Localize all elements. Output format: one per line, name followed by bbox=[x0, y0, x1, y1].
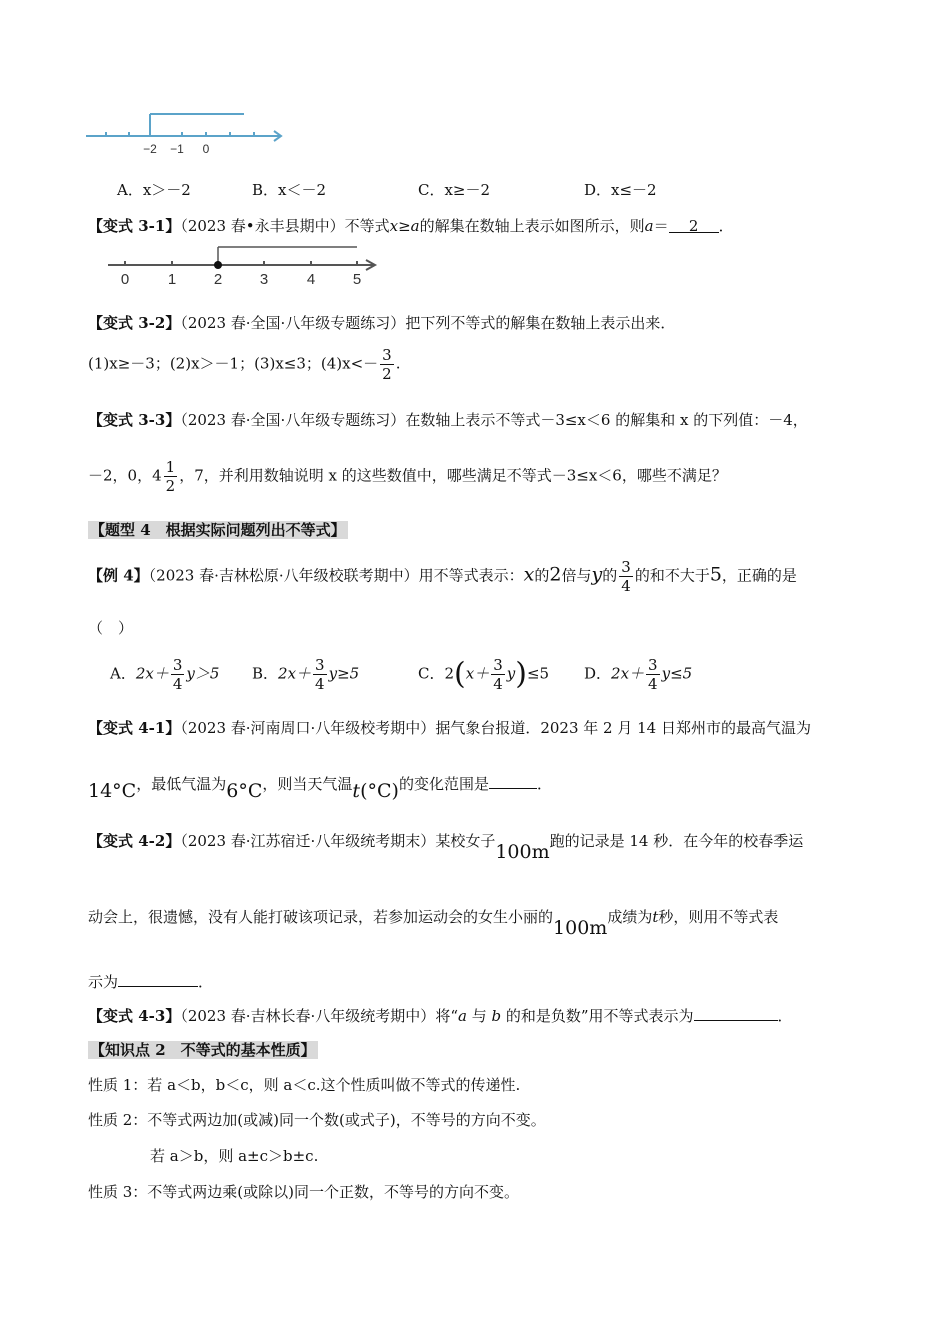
option-c: C．2(x＋ $\frac{3}{4}$ y)≤5 bbox=[418, 656, 550, 693]
question-source: （2023 春·吉林松原·八年级校联考期中） bbox=[148, 566, 419, 585]
option-b: B．2x＋ $\frac{3}{4}$ y≥5 bbox=[252, 656, 360, 693]
option-a: A．2x＋ $\frac{3}{4}$ y＞5 bbox=[110, 656, 220, 693]
question-3-3-line2: －2，0，4 $\frac{1}{2}$ ，7，并利用数轴说明 x 的这些数值中，哪些满足不等式－3≤x＜6，哪些不满足？ bbox=[88, 458, 727, 495]
question-tag: 【变式 3-2】 bbox=[88, 314, 181, 332]
question-4-2-line2: 动会上，很遗憾，没有人能打破该项记录，若参加运动会的女生小丽的100m成绩为t秒，则用不等式表 bbox=[88, 908, 779, 939]
fraction: $\frac{3}{4}$ bbox=[648, 656, 658, 693]
question-3-1: 【变式 3-1】（2023 春•永丰县期中）不等式x≥a的解集在数轴上表示如图所示，则a＝ 2 ． bbox=[88, 217, 734, 235]
answer-blank bbox=[694, 1004, 778, 1021]
property-3: 性质 3：不等式两边乘(或除以)同一个正数，不等号的方向不变。 bbox=[88, 1183, 520, 1201]
question-4-2: 【变式 4-2】（2023 春·江苏宿迁·八年级统考期末）某校女子100m跑的记录是 14 秒．在今年的校春季运 bbox=[88, 832, 804, 863]
number-line-figure-1 bbox=[84, 108, 290, 158]
question-tag: 【例 4】 bbox=[88, 566, 149, 585]
section-header-knowledge-2: 【知识点 2 不等式的基本性质】 bbox=[90, 1041, 316, 1059]
fraction: $\frac{3}{4}$ bbox=[315, 656, 325, 693]
question-tag: 【变式 4-3】 bbox=[88, 1007, 181, 1025]
fraction: $\frac{3}{4}$ bbox=[172, 656, 183, 693]
question-4-2-line3: 示为 ． bbox=[88, 970, 213, 992]
tick-label: 0 bbox=[120, 271, 130, 288]
tick-label: 2 bbox=[213, 271, 223, 288]
section-header-type-4: 【题型 4 根据实际问题列出不等式】 bbox=[90, 521, 346, 539]
tick-label: 1 bbox=[167, 271, 177, 288]
option-c: C．x≥－2 bbox=[418, 181, 491, 199]
option-d: D．2x＋ $\frac{3}{4}$ y≤5 bbox=[584, 656, 693, 693]
question-source: （2023 春·江苏宿迁·八年级统考期末） bbox=[180, 832, 436, 850]
tick-label: −2 bbox=[143, 142, 157, 156]
option-a: A．x＞－2 bbox=[117, 181, 191, 199]
question-3-2: 【变式 3-2】（2023 春·全国·八年级专题练习）把下列不等式的解集在数轴上表示出来． bbox=[88, 314, 676, 332]
question-4-1-line2: 14°C，最低气温为6°C，则当天气温t(°C)的变化范围是 ． bbox=[88, 772, 552, 794]
fraction: $\frac{3}{2}$ bbox=[382, 346, 392, 383]
property-2: 性质 2：不等式两边加(或减)同一个数(或式子)，不等号的方向不变。 bbox=[88, 1111, 546, 1129]
property-1: 性质 1：若 a＜b，b＜c，则 a＜c.这个性质叫做不等式的传递性. bbox=[88, 1076, 521, 1094]
question-source: （2023 春·河南周口·八年级校考期中） bbox=[180, 719, 436, 737]
tick-label: 0 bbox=[202, 142, 210, 156]
tick-label: 3 bbox=[259, 271, 269, 288]
question-source: （2023 春•永丰县期中） bbox=[180, 217, 345, 235]
tick-label: 5 bbox=[352, 271, 362, 288]
answer-blank bbox=[489, 772, 537, 789]
question-tag: 【变式 3-3】 bbox=[88, 411, 181, 429]
answer-value: 2 bbox=[688, 217, 699, 235]
question-4-1: 【变式 4-1】（2023 春·河南周口·八年级校考期中）据气象台报道．2023 年 2 月 14 日郑州市的最高气温为 bbox=[88, 719, 811, 737]
question-3-2-items: (1)x≥－3；(2)x＞－1；(3)x≤3；(4)x<－ $\frac{3}{2}$ . bbox=[88, 346, 401, 383]
answer-blank bbox=[669, 216, 719, 233]
fraction: $\frac{1}{2}$ bbox=[165, 458, 176, 495]
option-d: D．x≤－2 bbox=[584, 181, 657, 199]
question-source: （2023 春·吉林长春·八年级统考期中） bbox=[180, 1007, 436, 1025]
question-tag: 【变式 4-1】 bbox=[88, 719, 181, 737]
tick-label: 4 bbox=[306, 271, 316, 288]
inequality: x≥a bbox=[389, 217, 420, 235]
question-3-3: 【变式 3-3】（2023 春·全国·八年级专题练习）在数轴上表示不等式－3≤x＜6 的解集和 x 的下列值：－4， bbox=[88, 411, 808, 429]
question-4-3: 【变式 4-3】（2023 春·吉林长春·八年级统考期中）将“a 与 b 的和是负数”用不等式表示为 ． bbox=[88, 1004, 793, 1026]
question-tag: 【变式 3-1】 bbox=[88, 217, 181, 235]
number-line-figure-2 bbox=[108, 244, 382, 288]
answer-blank bbox=[118, 970, 198, 987]
property-2-example: 若 a＞b，则 a±c＞b±c. bbox=[150, 1147, 319, 1165]
example-4: 【例 4】（2023 春·吉林松原·八年级校联考期中）用不等式表示：x的2倍与y的 $\frac{3}{4}$ 的和不大于5，正确的是 bbox=[88, 558, 797, 595]
question-tag: 【变式 4-2】 bbox=[88, 832, 181, 850]
tick-label: −1 bbox=[170, 142, 184, 156]
solution-endpoint bbox=[214, 261, 222, 269]
option-b: B．x＜－2 bbox=[252, 181, 327, 199]
question-source: （2023 春·全国·八年级专题练习） bbox=[180, 411, 406, 429]
answer-parentheses: （ ） bbox=[88, 619, 134, 637]
fraction: $\frac{3}{4}$ bbox=[621, 558, 631, 595]
question-source: （2023 春·全国·八年级专题练习） bbox=[180, 314, 406, 332]
fraction: $\frac{3}{4}$ bbox=[493, 656, 503, 693]
